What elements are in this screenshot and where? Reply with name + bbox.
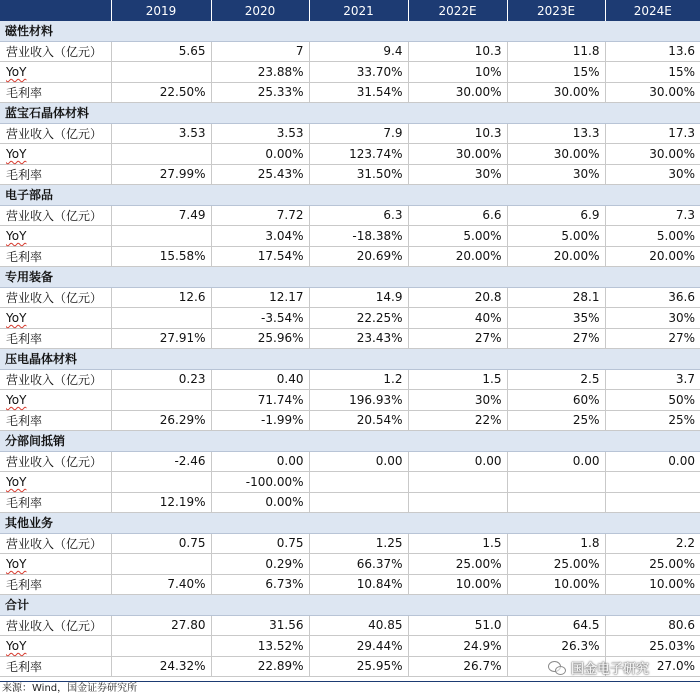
- table-row: [0, 328, 700, 349]
- row-label: [0, 369, 111, 390]
- table-row: [0, 226, 700, 247]
- value-cell: [605, 492, 700, 513]
- value-cell: 1.5: [408, 533, 507, 554]
- value-cell: -18.38%: [309, 226, 408, 247]
- row-label: [0, 328, 111, 349]
- value-cell: 6.3: [309, 205, 408, 226]
- value-cell: [605, 472, 700, 493]
- value-cell: [111, 472, 211, 493]
- value-cell: 7.72: [211, 205, 309, 226]
- row-label: [0, 451, 111, 472]
- value-cell: 22%: [408, 410, 507, 431]
- value-cell: 10.00%: [408, 574, 507, 595]
- value-cell: 64.5: [507, 615, 605, 636]
- row-label-text: 毛利率: [6, 331, 43, 346]
- table-row: [0, 492, 700, 513]
- row-label-text: YoY: [6, 146, 27, 161]
- row-label: [0, 226, 111, 247]
- table-row: [0, 287, 700, 308]
- value-cell: 3.53: [111, 123, 211, 144]
- row-label: [0, 574, 111, 595]
- value-cell: 13.52%: [211, 636, 309, 657]
- row-label: [0, 287, 111, 308]
- value-cell: 23.88%: [211, 62, 309, 83]
- wechat-icon: [548, 660, 566, 674]
- value-cell: 30.00%: [605, 144, 700, 165]
- value-cell: 1.8: [507, 533, 605, 554]
- value-cell: 28.1: [507, 287, 605, 308]
- value-cell: 1.25: [309, 533, 408, 554]
- value-cell: 196.93%: [309, 390, 408, 411]
- value-cell: 14.9: [309, 287, 408, 308]
- row-label-text: YoY: [6, 228, 27, 243]
- value-cell: 20.00%: [507, 246, 605, 267]
- value-cell: 27.91%: [111, 328, 211, 349]
- value-cell: 30%: [605, 308, 700, 329]
- value-cell: 27%: [408, 328, 507, 349]
- value-cell: 1.2: [309, 369, 408, 390]
- row-label-text: 营业收入（亿元）: [6, 454, 103, 469]
- header-cell-year: 2024E: [605, 0, 700, 21]
- value-cell: 27.0%: [605, 656, 700, 677]
- table-row: [0, 369, 700, 390]
- value-cell: 2.2: [605, 533, 700, 554]
- value-cell: 0.00: [309, 451, 408, 472]
- section-header-row: [0, 349, 700, 370]
- value-cell: 20.69%: [309, 246, 408, 267]
- header-cell-label: [0, 0, 111, 21]
- value-cell: 80.6: [605, 615, 700, 636]
- row-label: [0, 205, 111, 226]
- value-cell: [111, 554, 211, 575]
- row-label-text: 毛利率: [6, 85, 43, 100]
- header-cell-year: 2023E: [507, 0, 605, 21]
- value-cell: 25%: [605, 410, 700, 431]
- section-header-row: [0, 513, 700, 534]
- value-cell: 36.6: [605, 287, 700, 308]
- value-cell: 22.89%: [211, 656, 309, 677]
- value-cell: 25.33%: [211, 82, 309, 103]
- value-cell: 10.84%: [309, 574, 408, 595]
- row-label: [0, 62, 111, 83]
- value-cell: -1.99%: [211, 410, 309, 431]
- row-label: [0, 123, 111, 144]
- value-cell: 0.75: [111, 533, 211, 554]
- value-cell: 30%: [507, 164, 605, 185]
- value-cell: 0.00: [605, 451, 700, 472]
- row-label: [0, 533, 111, 554]
- table-row: [0, 533, 700, 554]
- value-cell: 30.00%: [507, 82, 605, 103]
- value-cell: 40.85: [309, 615, 408, 636]
- value-cell: [507, 472, 605, 493]
- value-cell: 24.32%: [111, 656, 211, 677]
- header-cell-year: 2021: [309, 0, 408, 21]
- section-header-row: [0, 185, 700, 206]
- row-label-text: 营业收入（亿元）: [6, 536, 103, 551]
- value-cell: 20.00%: [605, 246, 700, 267]
- header-cell-year: 2020: [211, 0, 309, 21]
- header-row: [0, 0, 700, 21]
- value-cell: 31.54%: [309, 82, 408, 103]
- value-cell: 22.50%: [111, 82, 211, 103]
- value-cell: 30%: [605, 164, 700, 185]
- row-label: [0, 615, 111, 636]
- value-cell: [408, 492, 507, 513]
- value-cell: 51.0: [408, 615, 507, 636]
- table-row: [0, 62, 700, 83]
- row-label-text: YoY: [6, 556, 27, 571]
- value-cell: [111, 226, 211, 247]
- value-cell: [111, 62, 211, 83]
- value-cell: 27.99%: [111, 164, 211, 185]
- value-cell: [309, 492, 408, 513]
- source-note: 来源：Wind，国金证券研究所: [0, 681, 700, 697]
- section-title: 电子部品: [0, 185, 700, 206]
- row-label: [0, 164, 111, 185]
- value-cell: 30.00%: [507, 144, 605, 165]
- value-cell: 10.00%: [605, 574, 700, 595]
- table-row: [0, 390, 700, 411]
- table-row: [0, 308, 700, 329]
- value-cell: 11.8: [507, 41, 605, 62]
- value-cell: 30.00%: [408, 82, 507, 103]
- value-cell: [309, 472, 408, 493]
- value-cell: 27%: [507, 328, 605, 349]
- table-row: [0, 82, 700, 103]
- value-cell: 7.49: [111, 205, 211, 226]
- row-label-text: 营业收入（亿元）: [6, 290, 103, 305]
- value-cell: 5.00%: [507, 226, 605, 247]
- value-cell: 25.00%: [507, 554, 605, 575]
- table-row: [0, 451, 700, 472]
- value-cell: 15%: [507, 62, 605, 83]
- value-cell: -3.54%: [211, 308, 309, 329]
- row-label-text: 营业收入（亿元）: [6, 372, 103, 387]
- value-cell: [111, 390, 211, 411]
- row-label-text: 营业收入（亿元）: [6, 126, 103, 141]
- value-cell: 13.6: [605, 41, 700, 62]
- row-label-text: YoY: [6, 310, 27, 325]
- watermark: [548, 656, 649, 678]
- value-cell: 25.96%: [211, 328, 309, 349]
- value-cell: 0.29%: [211, 554, 309, 575]
- value-cell: 40%: [408, 308, 507, 329]
- table-row: [0, 205, 700, 226]
- value-cell: 9.4: [309, 41, 408, 62]
- table-row: [0, 410, 700, 431]
- table-body: [0, 21, 700, 677]
- section-title: 分部间抵销: [0, 431, 700, 452]
- value-cell: 0.00: [408, 451, 507, 472]
- watermark-text: 国金电子研究: [571, 661, 650, 677]
- section-header-row: [0, 267, 700, 288]
- row-label-text: YoY: [6, 64, 27, 79]
- section-header-row: [0, 431, 700, 452]
- table-row: [0, 574, 700, 595]
- value-cell: 0.00: [507, 451, 605, 472]
- value-cell: 25.00%: [605, 554, 700, 575]
- value-cell: 30.00%: [605, 82, 700, 103]
- section-header-row: [0, 103, 700, 124]
- row-label: [0, 41, 111, 62]
- value-cell: 26.7%: [408, 656, 507, 677]
- value-cell: 35%: [507, 308, 605, 329]
- row-label-text: 毛利率: [6, 413, 43, 428]
- value-cell: 20.00%: [408, 246, 507, 267]
- value-cell: 6.73%: [211, 574, 309, 595]
- value-cell: 24.9%: [408, 636, 507, 657]
- value-cell: [111, 308, 211, 329]
- row-label: [0, 390, 111, 411]
- value-cell: 25.95%: [309, 656, 408, 677]
- section-header-row: [0, 595, 700, 616]
- section-title: 专用装备: [0, 267, 700, 288]
- table-row: [0, 615, 700, 636]
- value-cell: 3.7: [605, 369, 700, 390]
- row-label: [0, 492, 111, 513]
- value-cell: 17.54%: [211, 246, 309, 267]
- value-cell: [111, 636, 211, 657]
- row-label-text: 毛利率: [6, 495, 43, 510]
- value-cell: 66.37%: [309, 554, 408, 575]
- table-row: [0, 554, 700, 575]
- value-cell: 12.19%: [111, 492, 211, 513]
- row-label: [0, 308, 111, 329]
- row-label-text: 毛利率: [6, 249, 43, 264]
- row-label-text: 营业收入（亿元）: [6, 44, 103, 59]
- value-cell: 13.3: [507, 123, 605, 144]
- value-cell: 71.74%: [211, 390, 309, 411]
- value-cell: [111, 144, 211, 165]
- value-cell: 6.9: [507, 205, 605, 226]
- row-label-text: 营业收入（亿元）: [6, 208, 103, 223]
- value-cell: 0.40: [211, 369, 309, 390]
- row-label-text: 毛利率: [6, 167, 43, 182]
- value-cell: 1.5: [408, 369, 507, 390]
- value-cell: 25%: [507, 410, 605, 431]
- table-row: [0, 41, 700, 62]
- value-cell: 15.58%: [111, 246, 211, 267]
- value-cell: 7.9: [309, 123, 408, 144]
- row-label: [0, 472, 111, 493]
- value-cell: 20.54%: [309, 410, 408, 431]
- row-label: [0, 656, 111, 677]
- row-label-text: YoY: [6, 392, 27, 407]
- value-cell: 22.25%: [309, 308, 408, 329]
- row-label: [0, 82, 111, 103]
- value-cell: 0.00%: [211, 144, 309, 165]
- row-label: [0, 410, 111, 431]
- section-header-row: [0, 21, 700, 41]
- value-cell: 27%: [605, 328, 700, 349]
- value-cell: 10.00%: [507, 574, 605, 595]
- value-cell: [507, 492, 605, 513]
- value-cell: 50%: [605, 390, 700, 411]
- value-cell: -2.46: [111, 451, 211, 472]
- value-cell: 10.3: [408, 41, 507, 62]
- row-label-text: 毛利率: [6, 659, 43, 674]
- value-cell: 30.00%: [408, 144, 507, 165]
- value-cell: 5.00%: [605, 226, 700, 247]
- value-cell: 7.40%: [111, 574, 211, 595]
- row-label: [0, 554, 111, 575]
- table-row: [0, 123, 700, 144]
- value-cell: 27.80: [111, 615, 211, 636]
- section-title: 磁性材料: [0, 21, 700, 41]
- row-label-text: YoY: [6, 474, 27, 489]
- value-cell: 31.50%: [309, 164, 408, 185]
- value-cell: 23.43%: [309, 328, 408, 349]
- table-row: [0, 164, 700, 185]
- value-cell: 2.5: [507, 369, 605, 390]
- table-row: [0, 246, 700, 267]
- section-title: 合计: [0, 595, 700, 616]
- value-cell: 7: [211, 41, 309, 62]
- value-cell: 25.03%: [605, 636, 700, 657]
- value-cell: 0.00%: [211, 492, 309, 513]
- row-label: [0, 246, 111, 267]
- value-cell: 10%: [408, 62, 507, 83]
- value-cell: 123.74%: [309, 144, 408, 165]
- value-cell: 26.29%: [111, 410, 211, 431]
- section-title: 其他业务: [0, 513, 700, 534]
- value-cell: 5.00%: [408, 226, 507, 247]
- table-row: [0, 144, 700, 165]
- section-title: 蓝宝石晶体材料: [0, 103, 700, 124]
- row-label-text: YoY: [6, 638, 27, 653]
- value-cell: 12.17: [211, 287, 309, 308]
- value-cell: 12.6: [111, 287, 211, 308]
- table-row: [0, 636, 700, 657]
- value-cell: 7.3: [605, 205, 700, 226]
- value-cell: [408, 472, 507, 493]
- value-cell: -100.00%: [211, 472, 309, 493]
- value-cell: 31.56: [211, 615, 309, 636]
- value-cell: 3.04%: [211, 226, 309, 247]
- value-cell: 25.43%: [211, 164, 309, 185]
- value-cell: 20.8: [408, 287, 507, 308]
- value-cell: 29.44%: [309, 636, 408, 657]
- value-cell: 60%: [507, 390, 605, 411]
- header-cell-year: 2019: [111, 0, 211, 21]
- row-label-text: 毛利率: [6, 577, 43, 592]
- value-cell: 3.53: [211, 123, 309, 144]
- value-cell: 0.00: [211, 451, 309, 472]
- value-cell: 30%: [408, 390, 507, 411]
- value-cell: 17.3: [605, 123, 700, 144]
- row-label: [0, 636, 111, 657]
- value-cell: 10.3: [408, 123, 507, 144]
- value-cell: 15%: [605, 62, 700, 83]
- value-cell: 33.70%: [309, 62, 408, 83]
- value-cell: 0.75: [211, 533, 309, 554]
- header-cell-year: 2022E: [408, 0, 507, 21]
- value-cell: 0.23: [111, 369, 211, 390]
- value-cell: 30%: [408, 164, 507, 185]
- value-cell: 25.00%: [408, 554, 507, 575]
- section-title: 压电晶体材料: [0, 349, 700, 370]
- value-cell: 5.65: [111, 41, 211, 62]
- value-cell: 26.3%: [507, 636, 605, 657]
- table-row: [0, 472, 700, 493]
- row-label-text: 营业收入（亿元）: [6, 618, 103, 633]
- row-label: [0, 144, 111, 165]
- value-cell: 6.6: [408, 205, 507, 226]
